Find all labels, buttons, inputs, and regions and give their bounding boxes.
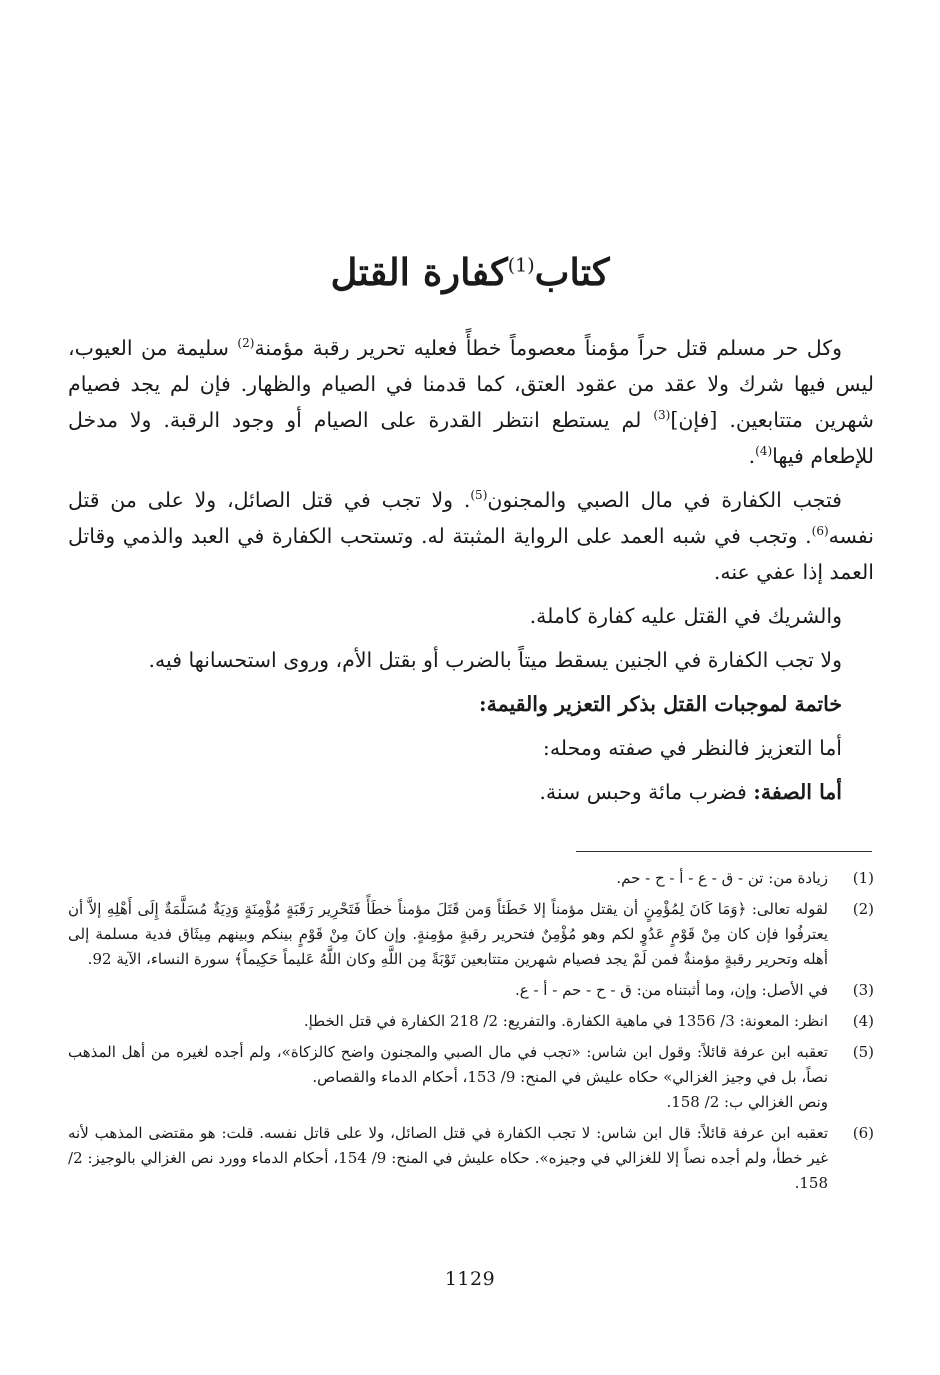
section-heading: خاتمة لموجبات القتل بذكر التعزير والقيمة: (479, 692, 842, 716)
footnote-item (68, 1040, 874, 1115)
footnote-number: (5) (852, 1043, 874, 1061)
title-rest: كفارة القتل (330, 249, 508, 294)
footnote-number: (2) (852, 900, 874, 918)
chapter-title (0, 247, 940, 297)
footnote-item (68, 897, 874, 972)
paragraph-5: أما التعزيز فالنظر في صفته ومحله: (542, 736, 842, 760)
page-number: 1129 (444, 1268, 496, 1290)
footnote-text: في الأصل: وإن، وما أثبتناه من: ق - ح - حم - أ - ع. (514, 981, 828, 999)
footnote-ref: (5) (470, 488, 488, 503)
footnote-ref: (3) (653, 408, 671, 423)
footnote-item (68, 866, 874, 891)
footnote-ref: (4) (755, 444, 773, 459)
footnote-number: (4) (852, 1012, 874, 1030)
bold-lead: أما الصفة: (753, 780, 842, 804)
footnote-separator (576, 851, 872, 852)
paragraph-4: ولا تجب الكفارة في الجنين يسقط ميتاً بالضرب أو بقتل الأم، وروى استحسانها فيه. (148, 648, 842, 672)
title-word: كتاب (534, 249, 610, 294)
footnote-item (68, 1121, 874, 1196)
footnote-item (68, 1009, 874, 1034)
footnote-text: تعقبه ابن عرفة قائلاً: وقول ابن شاس: «تجب في مال الصبي والمجنون واضح كالزكاة»، ولم أجده لغيره من أهل المذهب نصاً، بل في وجيز الغزالي» حكاه عليش في المنح: 9/ 153، أحكام الدماء والقصاص. (68, 1043, 828, 1086)
footnote-item (68, 978, 874, 1003)
main-text (68, 330, 874, 810)
footnote-text: لقوله تعالى: ﴿وَمَا كَانَ لِمُؤْمِنٍ أن يقتل مؤمناً إلا خَطَئاً وَمن قَتَلَ مؤمناً خطَأً فَتَحْرِير رَقَبَةٍ مُؤْمِنَةٍ وَدِيَةٌ مُسَلَّمَةٌ إِلَى أَهْلِهِ إلاَّ أن يعترفُوا فإن كان مِنْ قَوْمٍ عَدُوٍ لكم وهو مُؤْمِنٌ فتحرير رقبةٍ مؤمِنةٍ. وإن كانَ مِنْ قَوْمٍ بينكم وبينهم مِيثَاق فدية مسلمة إلى أهله وتحرير رقبةٍ مؤمنةٌ فمن لَمْ يجد فصيام شهرين متتابعين تَوْبَةً مِن اللَّهِ وكان اللَّهُ عَليماً حَكِيماً﴾ سورة النساء، الآية 92. (68, 900, 828, 968)
footnote-number: (1) (852, 869, 874, 887)
paragraph-1: وكل حر مسلم قتل حراً مؤمناً معصوماً خطأً فعليه تحرير رقبة مؤمنة$^{(2)}$ سليمة من العيوب، ليس فيها شرك ولا عقد من عقود العتق، كما قدمنا في الصيام والظهار. فإن لم يجد فصيام شهرين متتابعين. [فإن]$^{(3)}$ لم يستطع انتظر القدرة على الصيام أو وجود الرقبة. ولا مدخل للإطعام فيها$^{(4)}$. (68, 336, 874, 468)
footnote-continuation: ونص الغزالي ب: 2/ 158. (666, 1093, 828, 1111)
paragraph-6: أما الصفة: فضرب مائة وحبس سنة. (539, 780, 842, 804)
footnote-ref: (2) (237, 336, 255, 351)
title-footnote-ref: (1) (507, 254, 535, 277)
footnotes (68, 866, 874, 1202)
footnote-number: (3) (852, 981, 874, 999)
paragraph-3: والشريك في القتل عليه كفارة كاملة. (529, 604, 842, 628)
footnote-text: انظر: المعونة: 3/ 1356 في ماهية الكفارة. والتفريع: 2/ 218 الكفارة في قتل الخطإ. (303, 1012, 828, 1030)
footnote-ref: (6) (811, 524, 829, 539)
footnote-text: زيادة من: تن - ق - ع - أ - ح - حم. (616, 869, 828, 887)
footnote-number: (6) (852, 1124, 874, 1142)
footnote-text: تعقبه ابن عرفة قائلاً: قال ابن شاس: لا تجب الكفارة في قتل الصائل، ولا على قاتل نفسه. قلت: هو مقتضى المذهب لأنه غير خطأ، ولم أجده نصاً إلا للغزالي في وجيزه». حكاه عليش في المنح: 9/ 154، أحكام الدماء وورد نص الغزالي بالوجيز: 2/ 158. (68, 1124, 829, 1192)
paragraph-2: فتجب الكفارة في مال الصبي والمجنون$^{(5)}$. ولا تجب في قتل الصائل، ولا على من قتل نفسه$^{(6)}$. وتجب في شبه العمد على الرواية المثبتة له. وتستحب الكفارة في العبد والذمي وقاتل العمد إذا عفي عنه. (68, 488, 874, 584)
